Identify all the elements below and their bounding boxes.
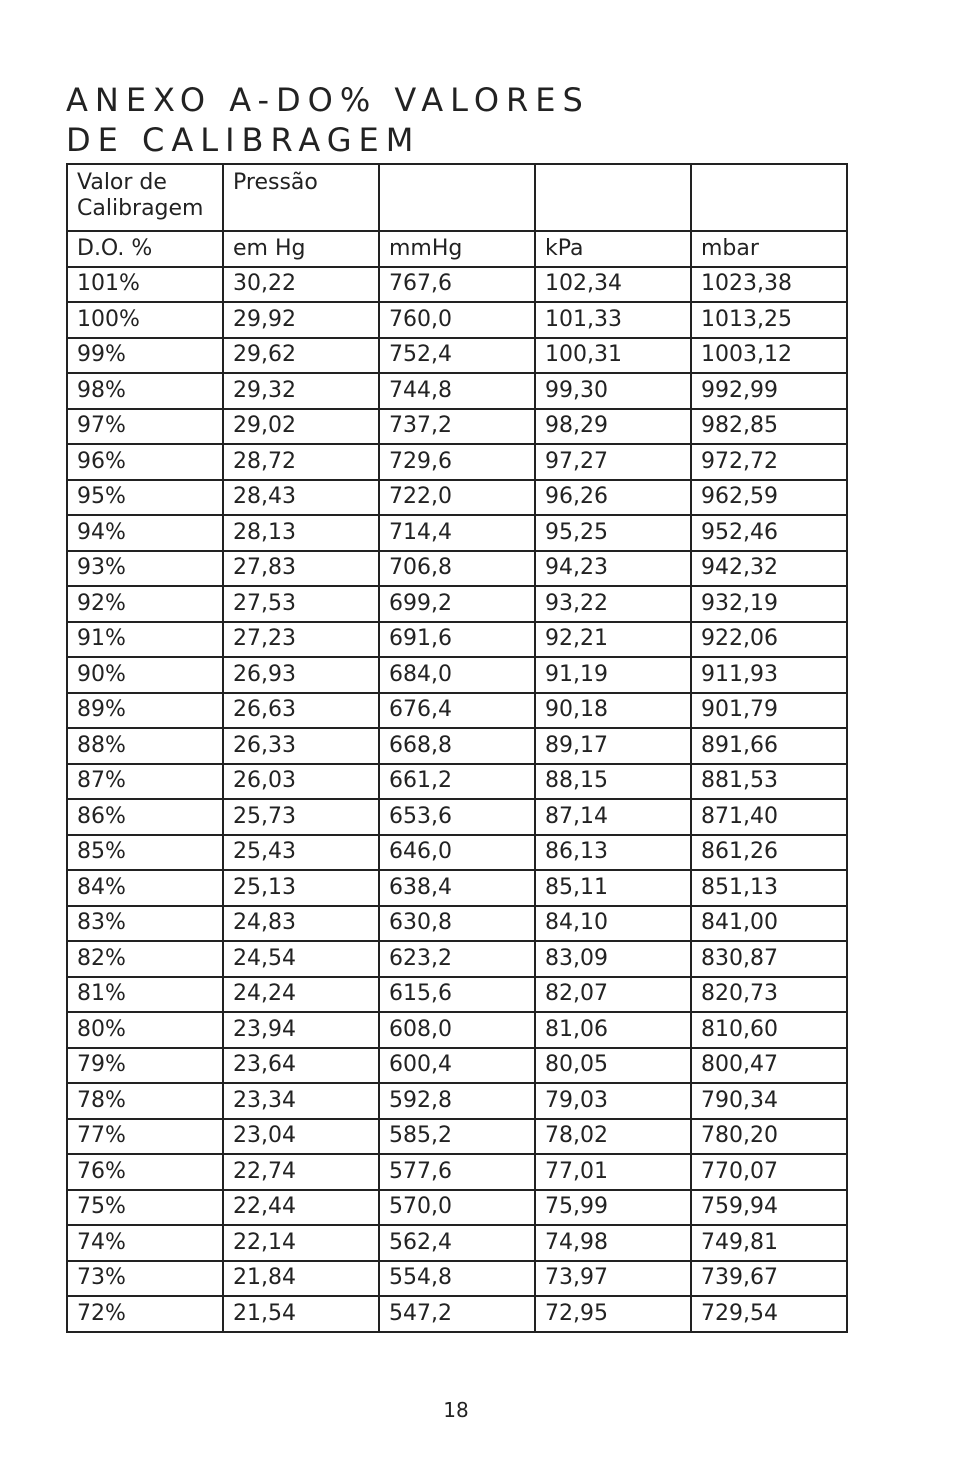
table-cell: 96,26 — [535, 480, 691, 516]
table-cell: 749,81 — [691, 1225, 847, 1261]
header-cell: D.O. % — [67, 231, 223, 267]
table-cell: 94% — [67, 515, 223, 551]
table-cell: 29,32 — [223, 373, 379, 409]
table-row — [67, 1119, 847, 1155]
table-cell: 30,22 — [223, 267, 379, 303]
table-row — [67, 444, 847, 480]
table-row — [67, 622, 847, 658]
table-cell: 96% — [67, 444, 223, 480]
table-cell: 90% — [67, 657, 223, 693]
table-cell: 760,0 — [379, 302, 535, 338]
table-cell: 26,03 — [223, 764, 379, 800]
table-cell: 23,94 — [223, 1012, 379, 1048]
header-cell: Pressão — [223, 164, 379, 231]
page-number: 18 — [443, 1398, 469, 1422]
table-cell: 80% — [67, 1012, 223, 1048]
table-cell: 101% — [67, 267, 223, 303]
table-row — [67, 1012, 847, 1048]
table-cell: 100,31 — [535, 338, 691, 374]
calibration-table — [66, 163, 848, 1333]
table-row — [67, 1083, 847, 1119]
table-row — [67, 302, 847, 338]
table-cell: 830,87 — [691, 941, 847, 977]
table-cell: 88,15 — [535, 764, 691, 800]
table-cell: 992,99 — [691, 373, 847, 409]
table-cell: 27,83 — [223, 551, 379, 587]
header-cell: Valor de Calibragem — [67, 164, 223, 231]
table-cell: 699,2 — [379, 586, 535, 622]
header-cell — [691, 164, 847, 231]
table-cell: 714,4 — [379, 515, 535, 551]
table-cell: 92,21 — [535, 622, 691, 658]
table-cell: 86,13 — [535, 835, 691, 871]
table-cell: 98% — [67, 373, 223, 409]
table-cell: 608,0 — [379, 1012, 535, 1048]
table-cell: 25,73 — [223, 799, 379, 835]
table-row — [67, 977, 847, 1013]
table-row — [67, 373, 847, 409]
header-cell: mmHg — [379, 231, 535, 267]
table-cell: 668,8 — [379, 728, 535, 764]
table-cell: 623,2 — [379, 941, 535, 977]
table-cell: 94,23 — [535, 551, 691, 587]
table-cell: 706,8 — [379, 551, 535, 587]
table-row — [67, 1048, 847, 1084]
table-cell: 737,2 — [379, 409, 535, 445]
table-cell: 800,47 — [691, 1048, 847, 1084]
table-cell: 22,14 — [223, 1225, 379, 1261]
table-row — [67, 799, 847, 835]
table-cell: 87% — [67, 764, 223, 800]
table-cell: 26,63 — [223, 693, 379, 729]
table-cell: 84,10 — [535, 906, 691, 942]
table-cell: 81,06 — [535, 1012, 691, 1048]
table-cell: 871,40 — [691, 799, 847, 835]
table-cell: 676,4 — [379, 693, 535, 729]
table-row — [67, 515, 847, 551]
table-cell: 88% — [67, 728, 223, 764]
table-cell: 881,53 — [691, 764, 847, 800]
table-cell: 89% — [67, 693, 223, 729]
table-cell: 562,4 — [379, 1225, 535, 1261]
table-row — [67, 906, 847, 942]
header-cell — [379, 164, 535, 231]
table-cell: 577,6 — [379, 1154, 535, 1190]
table-row — [67, 764, 847, 800]
table-cell: 952,46 — [691, 515, 847, 551]
table-row — [67, 338, 847, 374]
table-cell: 600,4 — [379, 1048, 535, 1084]
table-cell: 83,09 — [535, 941, 691, 977]
table-cell: 76% — [67, 1154, 223, 1190]
header-row-2 — [67, 231, 847, 267]
title-line-1: ANEXO A-DO% VALORES — [66, 81, 590, 119]
table-cell: 684,0 — [379, 657, 535, 693]
table-cell: 72% — [67, 1296, 223, 1332]
table-cell: 93,22 — [535, 586, 691, 622]
table-cell: 78,02 — [535, 1119, 691, 1155]
table-cell: 570,0 — [379, 1190, 535, 1226]
table-cell: 101,33 — [535, 302, 691, 338]
table-cell: 29,92 — [223, 302, 379, 338]
table-cell: 646,0 — [379, 835, 535, 871]
table-cell: 21,84 — [223, 1261, 379, 1297]
table-cell: 75,99 — [535, 1190, 691, 1226]
table-row — [67, 728, 847, 764]
table-row — [67, 267, 847, 303]
table-cell: 1003,12 — [691, 338, 847, 374]
table-cell: 99,30 — [535, 373, 691, 409]
calibration-table-body — [67, 164, 847, 1332]
table-cell: 84% — [67, 870, 223, 906]
table-cell: 24,83 — [223, 906, 379, 942]
table-cell: 82,07 — [535, 977, 691, 1013]
table-cell: 790,34 — [691, 1083, 847, 1119]
table-cell: 911,93 — [691, 657, 847, 693]
table-cell: 93% — [67, 551, 223, 587]
table-cell: 891,66 — [691, 728, 847, 764]
table-cell: 962,59 — [691, 480, 847, 516]
table-cell: 653,6 — [379, 799, 535, 835]
table-cell: 25,43 — [223, 835, 379, 871]
header-cell — [535, 164, 691, 231]
table-cell: 691,6 — [379, 622, 535, 658]
table-cell: 90,18 — [535, 693, 691, 729]
table-cell: 729,6 — [379, 444, 535, 480]
table-cell: 922,06 — [691, 622, 847, 658]
table-cell: 80,05 — [535, 1048, 691, 1084]
table-cell: 901,79 — [691, 693, 847, 729]
table-cell: 29,62 — [223, 338, 379, 374]
table-cell: 759,94 — [691, 1190, 847, 1226]
table-cell: 1013,25 — [691, 302, 847, 338]
table-cell: 780,20 — [691, 1119, 847, 1155]
table-cell: 615,6 — [379, 977, 535, 1013]
table-cell: 102,34 — [535, 267, 691, 303]
table-cell: 630,8 — [379, 906, 535, 942]
header-cell: em Hg — [223, 231, 379, 267]
table-row — [67, 693, 847, 729]
table-cell: 92% — [67, 586, 223, 622]
title-line-2: DE CALIBRAGEM — [66, 121, 421, 159]
table-row — [67, 1296, 847, 1332]
table-cell: 79% — [67, 1048, 223, 1084]
table-cell: 79,03 — [535, 1083, 691, 1119]
table-row — [67, 1225, 847, 1261]
table-cell: 767,6 — [379, 267, 535, 303]
table-cell: 85% — [67, 835, 223, 871]
table-row — [67, 480, 847, 516]
table-cell: 100% — [67, 302, 223, 338]
table-cell: 972,72 — [691, 444, 847, 480]
table-cell: 28,43 — [223, 480, 379, 516]
table-cell: 95,25 — [535, 515, 691, 551]
table-cell: 729,54 — [691, 1296, 847, 1332]
table-cell: 82% — [67, 941, 223, 977]
table-cell: 27,23 — [223, 622, 379, 658]
table-cell: 78% — [67, 1083, 223, 1119]
table-cell: 861,26 — [691, 835, 847, 871]
table-cell: 99% — [67, 338, 223, 374]
table-cell: 77% — [67, 1119, 223, 1155]
table-cell: 661,2 — [379, 764, 535, 800]
table-cell: 73% — [67, 1261, 223, 1297]
table-cell: 23,34 — [223, 1083, 379, 1119]
table-cell: 24,24 — [223, 977, 379, 1013]
table-cell: 95% — [67, 480, 223, 516]
table-cell: 29,02 — [223, 409, 379, 445]
table-cell: 554,8 — [379, 1261, 535, 1297]
table-row — [67, 551, 847, 587]
table-cell: 87,14 — [535, 799, 691, 835]
table-cell: 24,54 — [223, 941, 379, 977]
table-cell: 72,95 — [535, 1296, 691, 1332]
table-row — [67, 1154, 847, 1190]
table-row — [67, 1190, 847, 1226]
table-row — [67, 586, 847, 622]
table-cell: 810,60 — [691, 1012, 847, 1048]
table-cell: 97% — [67, 409, 223, 445]
header-row-1 — [67, 164, 847, 231]
table-cell: 752,4 — [379, 338, 535, 374]
table-cell: 1023,38 — [691, 267, 847, 303]
table-cell: 77,01 — [535, 1154, 691, 1190]
table-cell: 74,98 — [535, 1225, 691, 1261]
table-cell: 28,72 — [223, 444, 379, 480]
table-row — [67, 835, 847, 871]
table-cell: 25,13 — [223, 870, 379, 906]
table-cell: 932,19 — [691, 586, 847, 622]
table-cell: 74% — [67, 1225, 223, 1261]
table-cell: 97,27 — [535, 444, 691, 480]
page-title — [66, 80, 590, 160]
table-cell: 722,0 — [379, 480, 535, 516]
table-cell: 770,07 — [691, 1154, 847, 1190]
table-cell: 744,8 — [379, 373, 535, 409]
table-cell: 23,04 — [223, 1119, 379, 1155]
table-row — [67, 657, 847, 693]
table-cell: 547,2 — [379, 1296, 535, 1332]
table-cell: 26,33 — [223, 728, 379, 764]
table-cell: 22,74 — [223, 1154, 379, 1190]
table-row — [67, 409, 847, 445]
table-cell: 841,00 — [691, 906, 847, 942]
table-cell: 83% — [67, 906, 223, 942]
table-cell: 98,29 — [535, 409, 691, 445]
table-cell: 91% — [67, 622, 223, 658]
table-cell: 851,13 — [691, 870, 847, 906]
table-cell: 739,67 — [691, 1261, 847, 1297]
table-cell: 21,54 — [223, 1296, 379, 1332]
table-cell: 73,97 — [535, 1261, 691, 1297]
table-row — [67, 941, 847, 977]
table-cell: 26,93 — [223, 657, 379, 693]
header-cell: kPa — [535, 231, 691, 267]
header-cell: mbar — [691, 231, 847, 267]
table-cell: 982,85 — [691, 409, 847, 445]
table-cell: 820,73 — [691, 977, 847, 1013]
table-cell: 592,8 — [379, 1083, 535, 1119]
table-cell: 89,17 — [535, 728, 691, 764]
table-cell: 81% — [67, 977, 223, 1013]
table-row — [67, 870, 847, 906]
table-cell: 22,44 — [223, 1190, 379, 1226]
table-cell: 75% — [67, 1190, 223, 1226]
table-cell: 85,11 — [535, 870, 691, 906]
table-cell: 942,32 — [691, 551, 847, 587]
table-cell: 27,53 — [223, 586, 379, 622]
table-cell: 23,64 — [223, 1048, 379, 1084]
table-cell: 86% — [67, 799, 223, 835]
table-cell: 91,19 — [535, 657, 691, 693]
table-cell: 638,4 — [379, 870, 535, 906]
table-row — [67, 1261, 847, 1297]
table-cell: 28,13 — [223, 515, 379, 551]
table-cell: 585,2 — [379, 1119, 535, 1155]
